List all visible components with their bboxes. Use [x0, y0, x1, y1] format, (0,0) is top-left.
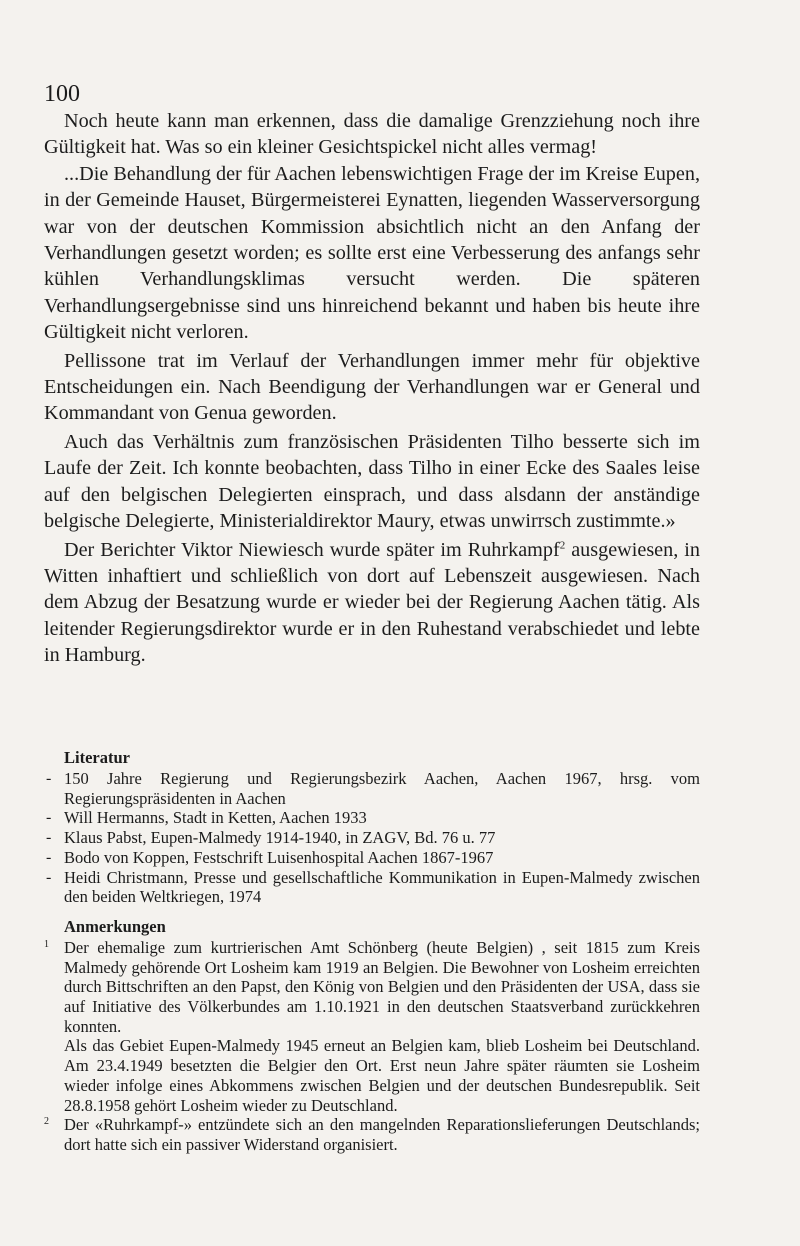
footnote-number: 1 [44, 938, 49, 950]
page-number: 100 [44, 81, 80, 107]
footnote-number: 2 [44, 1116, 49, 1128]
literatur-item-text: Heidi Christmann, Presse und gesellschaftliche Kommunikation in Eupen-Malmedy zwischen den beiden Weltkriegen, 1974 [64, 867, 700, 907]
footnote-paragraph: Der ehemalige zum kurtrierischen Amt Schönberg (heute Belgien) , seit 1815 zum Kreis Malmedy gehörende Ort Losheim kam 1919 an Belgien. Die Bewohner von Losheim erreichten durch Bittschriften an den Papst, den König von Belgien und den Präsidenten der USA, dass sie auf Initiative des Völkerbundes am 1.10.1921 in den deutschen Staatsverband zurückkehren konnten. [64, 937, 700, 1036]
literatur-list [44, 769, 700, 907]
literatur-item [44, 848, 700, 868]
literatur-item [44, 808, 700, 828]
literatur-item [44, 828, 700, 848]
body-paragraph-5-rest: ausgewiesen, in Witten inhaftiert und schließlich von dort auf Lebenszeit ausgewiesen. Nach dem Abzug der Besatzung wurde er wieder bei der Regierung Aachen tätig. Als leitender Regierungsdirektor wurde er in den Ruhestand verabschiedet und lebte in Hamburg. [44, 538, 700, 667]
body-paragraph-1: Noch heute kann man erkennen, dass die damalige Grenzziehung noch ihre Gültigkeit hat. Was so ein kleiner Gesichtspickel nicht alles vermag! [44, 110, 700, 159]
body-paragraph-3: Pellissone trat im Verlauf der Verhandlungen immer mehr für objektive Entscheidungen ein. Nach Beendigung der Verhandlungen war er General und Kommandant von Genua geworden. [44, 349, 700, 425]
list-bullet: - [46, 848, 52, 866]
footnote-paragraph: Der «Ruhrkampf-» entzündete sich an den mangelnden Reparationslieferungen Deutschlands; dort hatte sich ein passiver Widerstand organisiert. [64, 1115, 700, 1154]
body-paragraph-5 [44, 537, 700, 669]
body-paragraph-4: Auch das Verhältnis zum französischen Präsidenten Tilho besserte sich im Laufe der Zeit. Ich konnte beobachten, dass Tilho in einer Ecke des Saales leise auf den belgischen Delegierten einsprach, und dass alsdann der anständige belgische Delegierte, Ministerialdirektor Maury, etwas unwirrsch zustimmte.» [44, 430, 700, 533]
literatur-item-text: Bodo von Koppen, Festschrift Luisenhospital Aachen 1867-1967 [64, 847, 494, 867]
footnote-paragraph: Als das Gebiet Eupen-Malmedy 1945 erneut an Belgien kam, blieb Losheim bei Deutschland. Am 23.4.1949 besetzten die Belgier den Ort. Erst neun Jahre später räumten sie Losheim wieder infolge eines Abkommens zwischen Belgien und der deutschen Bundesrepublik. Seit 28.8.1958 gehört Losheim wieder zu Deutschland. [64, 1036, 700, 1115]
list-bullet: - [46, 770, 52, 787]
body-paragraph-2: ...Die Behandlung der für Aachen lebenswichtigen Frage der im Kreise Eupen, in der Gemeinde Hauset, Bürgermeisterei Eynatten, liegenden Wasserversorgung war von der deutschen Kommission absichtlich nicht an den Anfang der Verhandlungen gesetzt worden; es sollte erst eine Verbesserung des anfangs sehr kühlen Verhandlungsklimas versucht werden. Die späteren Verhandlungsergebnisse sind uns hinreichend bekannt und haben bis heute ihre Gültigkeit nicht verloren. [44, 162, 700, 344]
list-bullet: - [46, 809, 52, 827]
literatur-item-text: Will Hermanns, Stadt in Ketten, Aachen 1933 [64, 808, 367, 828]
body-paragraph-5-start: Der Berichter Viktor Niewiesch wurde später im Ruhrkampf [64, 538, 560, 561]
anmerkungen-list [44, 938, 700, 1155]
literatur-item-text: Klaus Pabst, Eupen-Malmedy 1914-1940, in ZAGV, Bd. 76 u. 77 [64, 828, 496, 848]
footnote-2 [44, 1115, 700, 1154]
footnote-1 [44, 938, 700, 1115]
anmerkungen-section [44, 917, 700, 1155]
references-section [44, 748, 700, 1155]
main-text [44, 108, 700, 669]
list-bullet: - [46, 868, 52, 886]
literatur-heading: Literatur [64, 748, 130, 767]
literatur-item [44, 769, 700, 808]
literatur-item [44, 868, 700, 907]
literatur-item-text: 150 Jahre Regierung und Regierungsbezirk Aachen, Aachen 1967, hrsg. vom Regierungspräsidenten in Aachen [64, 769, 700, 808]
anmerkungen-heading: Anmerkungen [64, 916, 166, 936]
list-bullet: - [46, 829, 52, 847]
footnote-reference-2: 2 [559, 538, 566, 551]
